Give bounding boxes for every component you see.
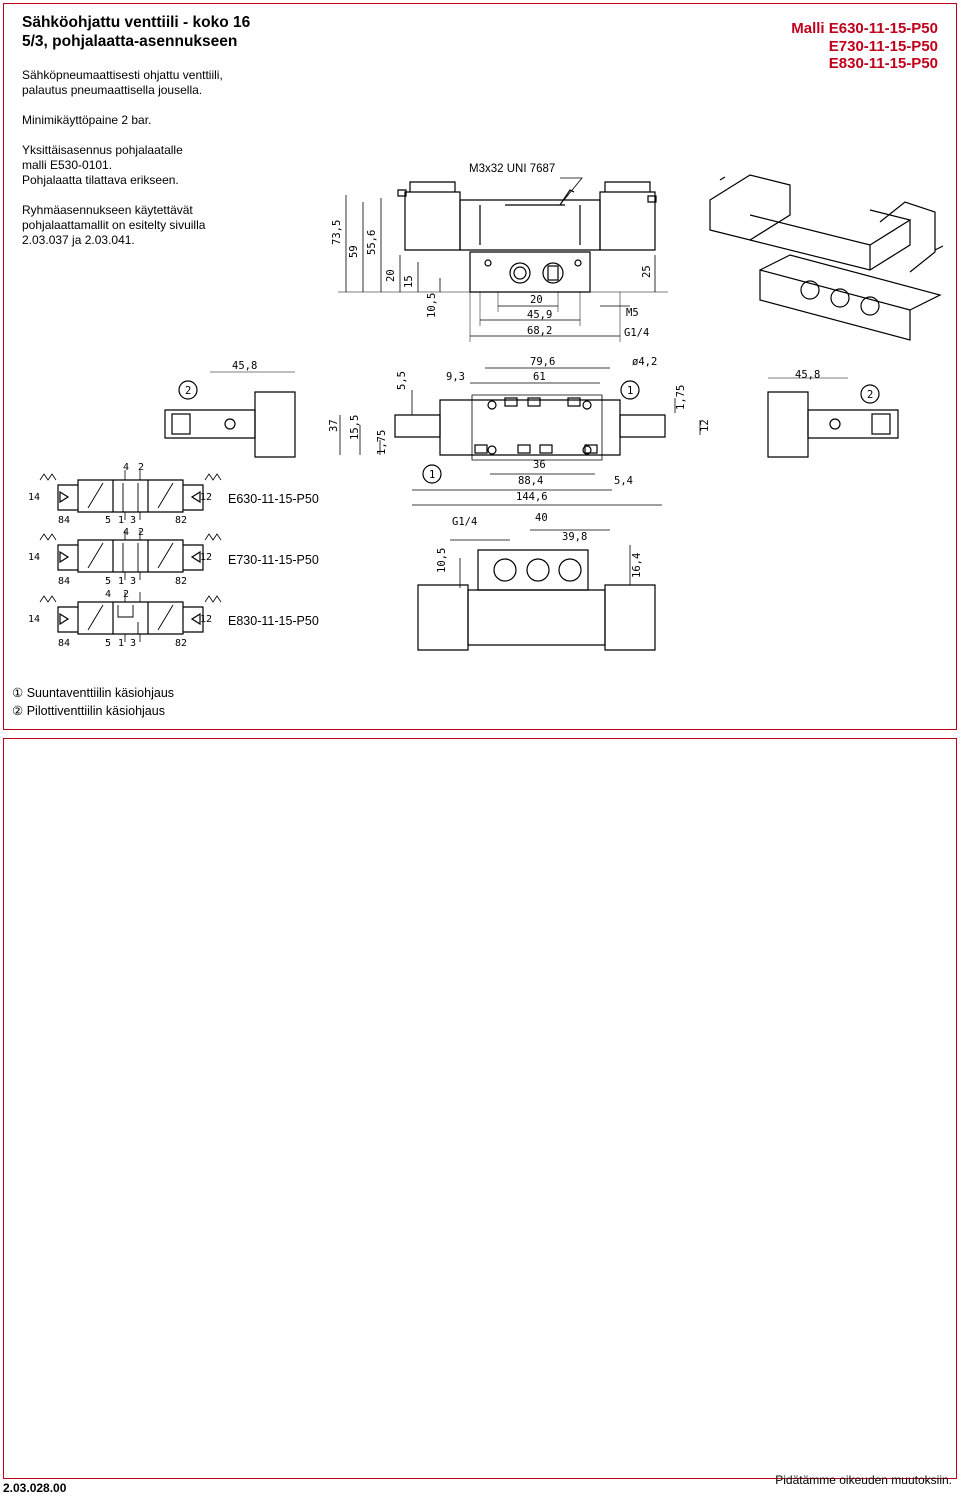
single-mount-line-1: Yksittäisasennus pohjalaatalle	[22, 143, 183, 157]
dim-10-5-front: 10,5	[436, 547, 448, 573]
dim-1-75-right: 1,75	[675, 384, 687, 410]
symbol-label-e730: E730-11-15-P50	[228, 553, 319, 567]
group-mount-line-1: Ryhmäasennukseen käytettävät	[22, 203, 193, 217]
e830-port-5: 5	[105, 638, 112, 649]
e630-port-14: 14	[28, 492, 41, 503]
single-mount-line-3: Pohjalaatta tilattava erikseen.	[22, 173, 179, 187]
dim-79-6: 79,6	[530, 356, 556, 368]
e830-port-12: 12	[200, 614, 213, 625]
dim-20-v: 20	[385, 269, 397, 282]
dim-20-h: 20	[530, 294, 543, 306]
group-mount-line-2: pohjalaattamallit on esitelty sivuilla	[22, 218, 206, 232]
description-line-2: palautus pneumaattisella jousella.	[22, 83, 203, 97]
single-mount-line-2: malli E530-0101.	[22, 158, 113, 172]
group-mount-line-3: 2.03.037 ja 2.03.041.	[22, 233, 135, 247]
dim-g1-4-side: G1/4	[624, 327, 650, 339]
side-view	[338, 178, 668, 342]
dim-g1-4-front: G1/4	[452, 516, 478, 528]
dim-1-75-left: 1,75	[376, 429, 388, 455]
e730-port-84: 84	[58, 576, 71, 587]
symbol-e830	[40, 592, 221, 642]
e730-port-3: 3	[130, 576, 137, 587]
e830-port-1: 1	[118, 638, 125, 649]
symbol-e730	[40, 530, 221, 580]
dim-25: 25	[641, 265, 653, 278]
page-code: 2.03.028.00	[3, 1481, 67, 1495]
rights-notice: Pidätämme oikeuden muutoksiin.	[775, 1473, 952, 1487]
min-pressure: Minimikäyttöpaine 2 bar.	[22, 113, 152, 127]
e630-port-5: 5	[105, 515, 112, 526]
symbol-label-e630: E630-11-15-P50	[228, 492, 319, 506]
e830-port-2: 2	[123, 589, 130, 600]
dim-144-6: 144,6	[516, 491, 548, 503]
model-line-2: E730-11-15-P50	[828, 37, 938, 55]
dim-39-8: 39,8	[562, 531, 588, 543]
right-end-view	[768, 378, 898, 457]
e730-port-12: 12	[200, 552, 213, 563]
isometric-view	[710, 175, 943, 340]
title-line-2: 5/3, pohjalaatta-asennukseen	[22, 33, 238, 50]
front-view	[418, 530, 655, 650]
e730-port-4: 4	[123, 527, 130, 538]
dim-5-5: 5,5	[396, 371, 408, 390]
dim-9-3: 9,3	[446, 371, 465, 383]
dim-15: 15	[403, 275, 415, 288]
e730-port-5: 5	[105, 576, 112, 587]
legend-item-2	[12, 703, 165, 718]
callout-1-bottom: 1	[429, 469, 436, 481]
e630-port-12: 12	[200, 492, 213, 503]
model-line-3: E830-11-15-P50	[828, 55, 938, 72]
dim-5-4: 5,4	[614, 475, 633, 487]
dim-10-5: 10,5	[426, 292, 438, 318]
e630-port-3: 3	[130, 515, 137, 526]
symbol-label-e830: E830-11-15-P50	[228, 614, 319, 628]
legend-item-2-text: Pilottiventtiilin käsiohjaus	[26, 704, 165, 718]
dim-45-8-left: 45,8	[232, 360, 258, 372]
dim-15-5: 15,5	[349, 414, 361, 440]
e730-port-82: 82	[175, 576, 188, 587]
e730-port-14: 14	[28, 552, 41, 563]
technical-drawing	[0, 0, 960, 730]
e830-port-82: 82	[175, 638, 188, 649]
empty-bottom-frame	[3, 738, 957, 1479]
dim-45-9: 45,9	[527, 309, 553, 321]
dim-45-8-right: 45,8	[795, 369, 821, 381]
legend-item-1-number: ①	[12, 686, 24, 700]
legend-item-1-text: Suuntaventtiilin käsiohjaus	[26, 686, 175, 700]
dim-40: 40	[535, 512, 548, 524]
model-line-1: Malli E630-11-15-P50	[791, 20, 938, 37]
e830-port-14: 14	[28, 614, 41, 625]
dim-88-4: 88,4	[518, 475, 544, 487]
e630-port-82: 82	[175, 515, 188, 526]
dim-37: 37	[328, 419, 340, 432]
dim-16-4: 16,4	[631, 552, 643, 578]
e730-port-1: 1	[118, 576, 125, 587]
symbol-port-labels	[28, 462, 212, 649]
description-line-1: Sähköpneumaattisesti ohjattu venttiili,	[22, 68, 223, 82]
e630-port-2: 2	[138, 462, 145, 473]
e730-port-2: 2	[138, 527, 145, 538]
legend-item-2-number: ②	[12, 704, 24, 718]
dim-61: 61	[533, 371, 546, 383]
dim-m5: M5	[626, 307, 639, 319]
dim-73-5: 73,5	[331, 219, 343, 245]
symbol-e630	[40, 470, 221, 520]
dim-dia-4-2: ø4,2	[632, 356, 658, 368]
dim-68-2: 68,2	[527, 325, 553, 337]
callout-2-right: 2	[867, 389, 874, 401]
e630-port-84: 84	[58, 515, 71, 526]
legend-item-1	[12, 685, 174, 700]
e830-port-3: 3	[130, 638, 137, 649]
dim-12: 12	[699, 419, 711, 432]
screw-note: M3x32 UNI 7687	[469, 163, 556, 175]
dim-36: 36	[533, 459, 546, 471]
dim-55-6: 55,6	[366, 229, 378, 255]
dim-59: 59	[348, 245, 360, 258]
e630-port-1: 1	[118, 515, 125, 526]
title-line-1: Sähköohjattu venttiili - koko 16	[22, 14, 251, 31]
dimension-labels	[185, 220, 873, 578]
e630-port-4: 4	[123, 462, 130, 473]
e830-port-84: 84	[58, 638, 71, 649]
callout-1-top: 1	[627, 385, 634, 397]
callout-2-left: 2	[185, 385, 192, 397]
e830-port-4: 4	[105, 589, 112, 600]
